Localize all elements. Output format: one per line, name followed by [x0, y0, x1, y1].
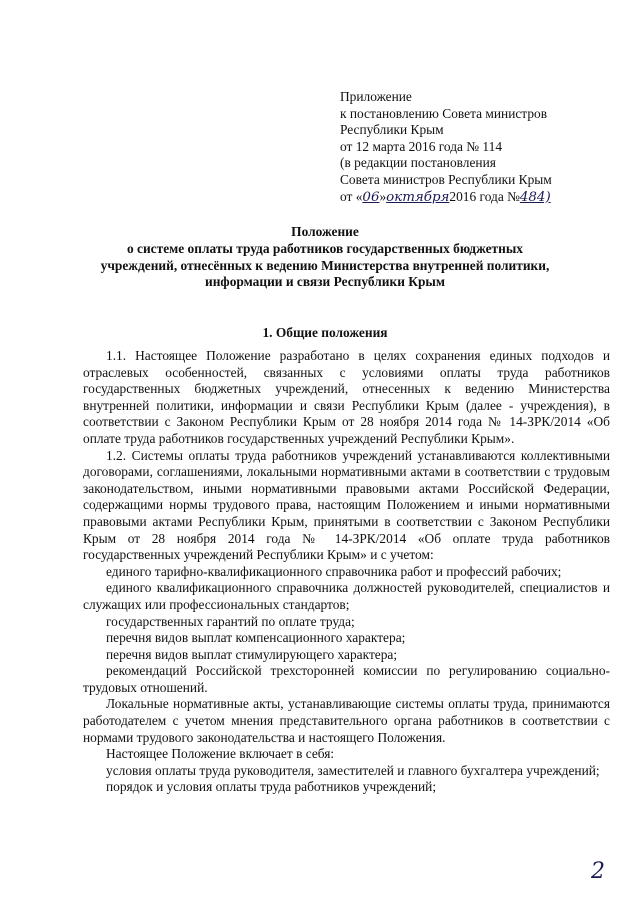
- appendix-line: к постановлению Совета министров: [340, 105, 548, 121]
- document-subtitle: о системе оплаты труда работников государственных бюджетных учреждений, отнесённых к ведению Министерства внутренней политики, информации и связи Республики Крым: [100, 241, 550, 290]
- list-item: рекомендаций Российской трехсторонней комиссии по регулированию социально-трудовых отношений.: [83, 663, 610, 695]
- appendix-line: от 12 марта 2016 года № 114: [340, 138, 503, 154]
- handwritten-month: октября: [386, 189, 450, 205]
- document-body: [83, 348, 610, 796]
- list-item: порядок и условия оплаты труда работников учреждений;: [106, 779, 437, 795]
- appendix-block: [340, 89, 630, 206]
- appendix-line: Приложение: [340, 89, 412, 104]
- amendment-date-line: от «06»октября2016 года №484): [340, 188, 551, 205]
- paragraph: 1.2. Системы оплаты труда работников учреждений устанавливаются коллективными договорами, соглашениями, локальными нормативными актами в соответствии с трудовым законодательством, иными нормативными правовыми актами Российской Федерации, содержащими нормы трудового права, настоящим Положением и иными нормативными правовыми актами Республики Крым, принятыми в соответствии с Законом Республики Крым от 28 ноября 2014 года № 14-ЗРК/2014 «Об оплате труда работников государственных учреждений Республики Крым» и с учетом:: [83, 447, 610, 563]
- handwritten-page-number: 2: [591, 859, 605, 884]
- handwritten-number: 484): [519, 189, 551, 205]
- paragraph: 1.1. Настоящее Положение разработано в целях сохранения единых подходов и отраслевых особенностей, связанных с условиями оплаты труда работников государственных бюджетных учреждений, отнесенных к ведению Министерства внутренней политики, информации и связи Республики Крым (далее - учреждения), в соответствии с Законом Республики Крым от 28 ноября 2014 года № 14-ЗРК/2014 «Об оплате труда работников государственных учреждений Республики Крым».: [83, 348, 610, 446]
- appendix-line: (в редакции постановления: [340, 155, 496, 171]
- appendix-line: Республики Крым: [340, 122, 444, 138]
- list-item: единого тарифно-квалификационного справочника работ и профессий рабочих;: [106, 563, 562, 579]
- paragraph: Настоящее Положение включает в себя:: [106, 746, 335, 762]
- list-item: условия оплаты труда руководителя, заместителей и главного бухгалтера учреждений;: [106, 762, 600, 778]
- list-item: государственных гарантий по оплате труда;: [106, 613, 355, 629]
- list-item: перечня видов выплат стимулирующего характера;: [106, 646, 398, 662]
- paragraph: Локальные нормативные акты, устанавливающие системы оплаты труда, принимаются работодателем с учетом мнения представительного органа работников в соответствии с нормами трудового законодательства и настоящего Положения.: [83, 696, 610, 745]
- appendix-line: Совета министров Республики Крым: [340, 171, 552, 187]
- list-item: единого квалификационного справочника должностей руководителей, специалистов и служащих или профессиональных стандартов;: [83, 580, 610, 612]
- list-item: перечня видов выплат компенсационного характера;: [106, 630, 406, 646]
- section-heading: 1. Общие положения: [262, 325, 388, 340]
- document-title: Положение: [291, 224, 359, 239]
- handwritten-day: 06: [362, 189, 380, 205]
